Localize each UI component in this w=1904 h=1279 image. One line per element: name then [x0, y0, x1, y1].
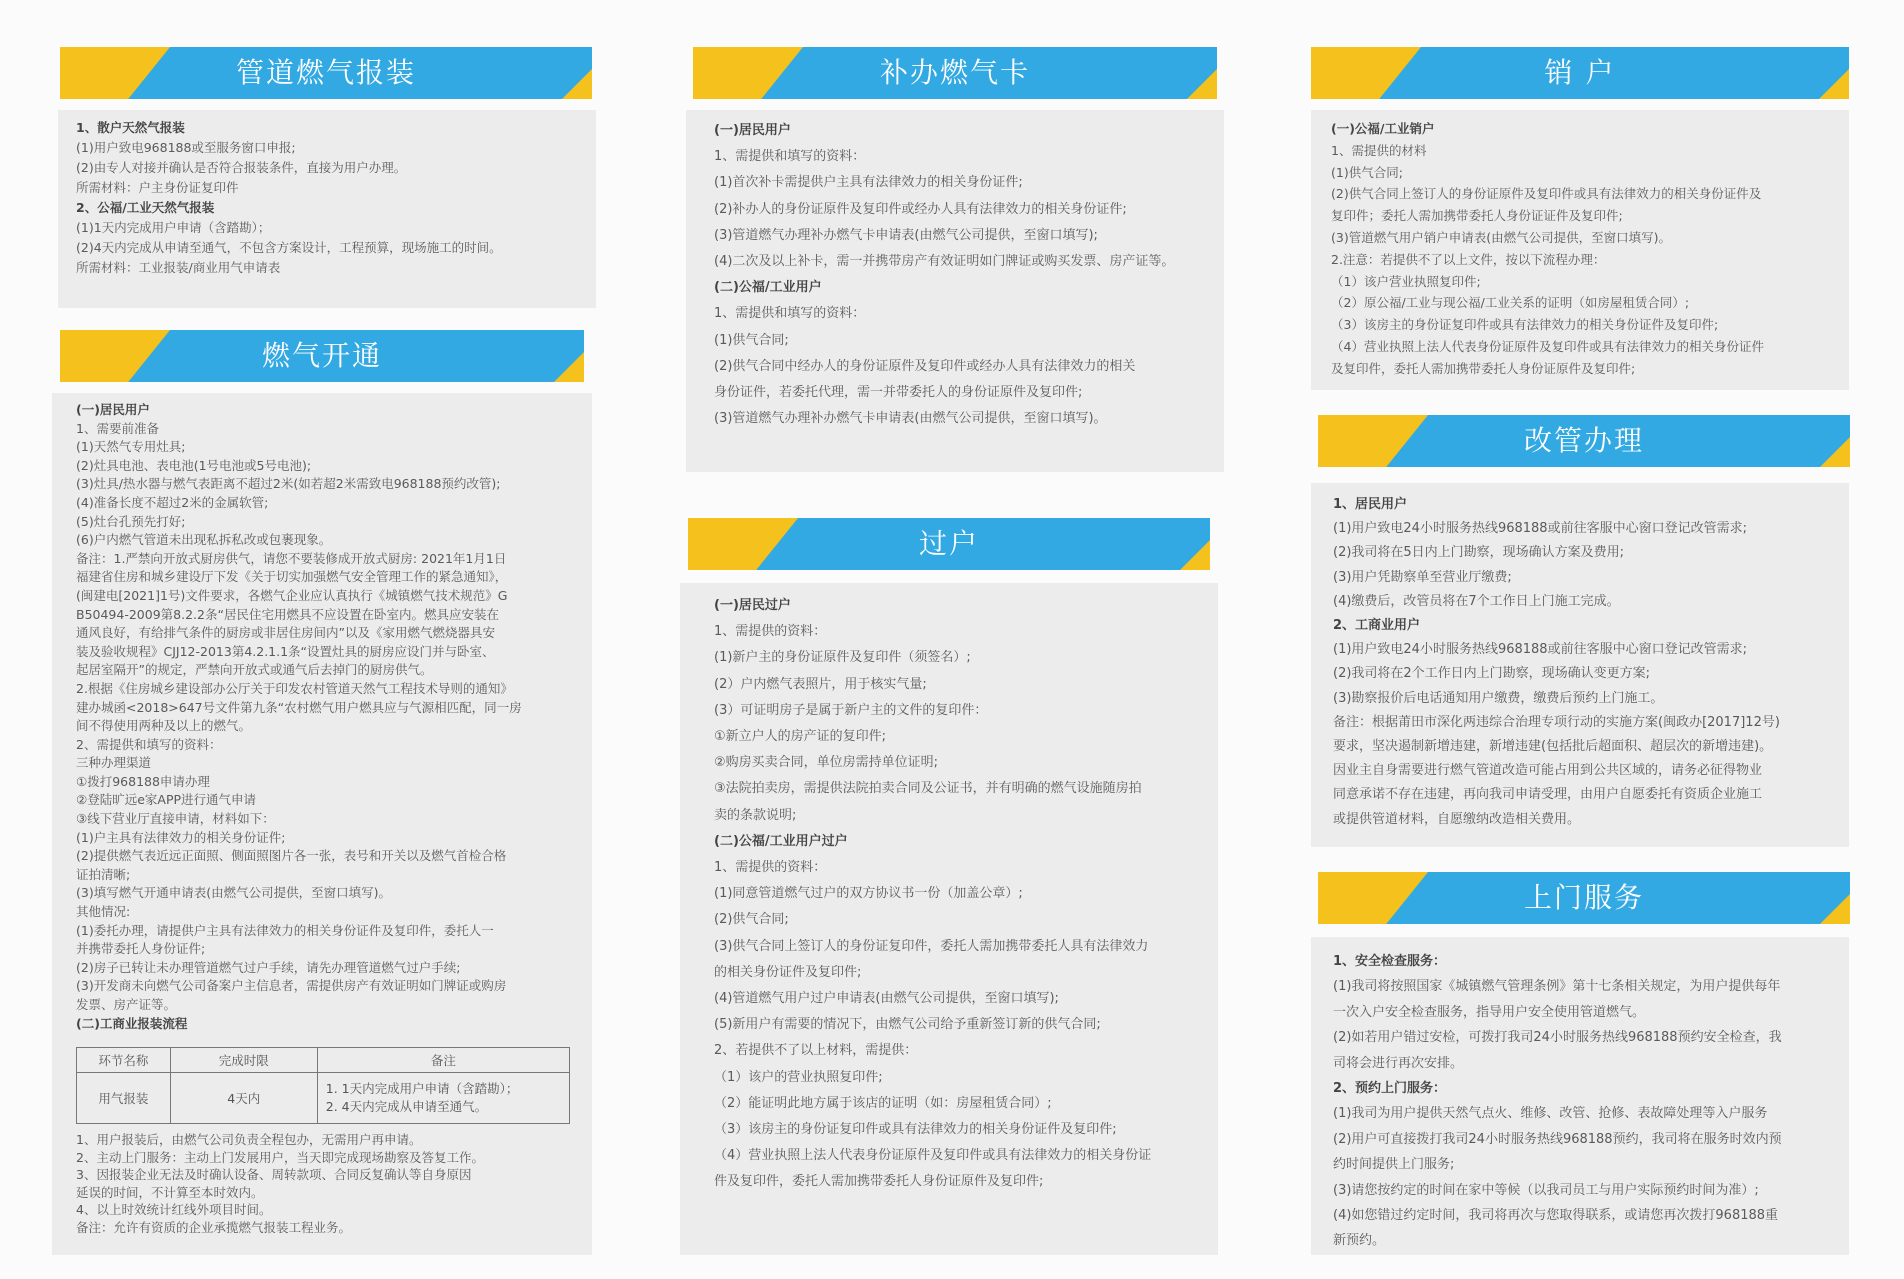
text-line: 2.注意：若提供不了以上文件，按以下流程办理：: [1331, 251, 1606, 267]
text-line: 因业主自身需要进行燃气管道改造可能占用到公共区域的，请务必征得物业: [1333, 763, 1763, 779]
table-cell-time: 4天内: [170, 1073, 317, 1124]
text-line: 或提供管道材料，自愿缴纳改造相关费用。: [1333, 811, 1581, 827]
text-line: 1、需提供的资料：: [714, 860, 827, 876]
text-line: (1)委托办理，请提供户主具有法律效力的相关身份证件及复印件，委托人一: [76, 922, 494, 938]
text-line: 三种办理渠道: [76, 755, 152, 771]
text-line: 1、需提供的材料: [1331, 142, 1427, 158]
text-line: 身份证件，若委托代理，需一并带委托人的身份证原件及复印件;: [714, 385, 1083, 401]
text-line: 1、安全检查服务：: [1333, 954, 1447, 969]
banner-buban: [693, 47, 1217, 99]
process-notes: [76, 1131, 484, 1237]
table-cell-name: 用气报装: [77, 1073, 171, 1124]
text-line: 1、需要前准备: [76, 420, 159, 436]
text-line: (2)供气合同;: [714, 912, 789, 928]
text-line: (3)请您按约定的时间在家中等候（以我司员工与用户实际预约时间为准）;: [1333, 1182, 1759, 1198]
text-line: (4)如您错过约定时间，我司将再次与您取得联系，或请您再次拨打968188重: [1333, 1208, 1779, 1224]
text-line: ②购房买卖合同，单位房需持单位证明;: [714, 755, 939, 771]
text-line: B50494-2009第8.2.2条“居民住宅用燃具不应设置在卧室内。燃具应安装在: [76, 606, 499, 622]
text-line: (1)1天内完成用户申请（含踏勘）；: [76, 220, 271, 235]
text-line: (1)我司为用户提供天然气点火、维修、改管、抢修、表故障处理等入户服务: [1333, 1106, 1768, 1122]
text-line: 2、主动上门服务：主动上门发展用户，当天即完成现场勘察及答复工作。: [76, 1149, 484, 1165]
banner-shangmen: [1318, 872, 1850, 924]
text-line: (3)管道燃气办理补办燃气卡申请表(由燃气公司提供，至窗口填写)。: [714, 411, 1107, 427]
text-line: （4）营业执照上法人代表身份证原件及复印件或具有法律效力的相关身份证件: [1331, 338, 1764, 354]
text-line: (2)房子已转让未办理管道燃气过户手续，请先办理管道燃气过户手续;: [76, 959, 461, 975]
text-line: (1)用户致电968188或至服务窗口申报;: [76, 140, 296, 155]
text-line: (二)公福/工业用户: [714, 280, 822, 296]
text-line: (3)供气合同上签订人的身份证复印件，委托人需加携带委托人具有法律效力: [714, 938, 1149, 954]
card-kaitong: [52, 393, 592, 1255]
text-line: (二)公福/工业用户过户: [714, 833, 848, 849]
text-line: （3）该房主的身份证复印件或具有法律效力的相关身份证件及复印件;: [1331, 317, 1719, 333]
text-line: 1、居民用户: [1333, 497, 1408, 512]
text-line: 新预约。: [1333, 1233, 1386, 1249]
banner-baozhuang: [60, 47, 592, 99]
table-header-cell: 备注: [317, 1048, 569, 1073]
text-line: (1)首次补卡需提供户主具有法律效力的相关身份证件;: [714, 175, 1023, 191]
text-line: 及复印件，委托人需加携带委托人身份证原件及复印件;: [1331, 360, 1636, 376]
text-line: (2)灶具电池、表电池(1号电池或5号电池);: [76, 457, 312, 473]
text-line: (4)二次及以上补卡，需一并携带房产有效证明如门牌证或购买发票、房产证等。: [714, 254, 1175, 270]
text-line: (3)开发商未向燃气公司备案户主信息者，需提供房产有效证明如门牌证或购房: [76, 978, 507, 994]
text-line: (2)用户可直接拨打我司24小时服务热线968188预约，我司将在服务时效内预: [1333, 1131, 1782, 1147]
banner-guohu: [688, 518, 1210, 570]
text-line: (1)我司将按照国家《城镇燃气管理条例》第十七条相关规定，为用户提供每年: [1333, 979, 1781, 995]
text-line: (1)户主具有法律效力的相关身份证件;: [76, 829, 286, 845]
text-line: 件及复印件，委托人需加携带委托人身份证原件及复印件;: [714, 1174, 1044, 1190]
table-header-row: [77, 1048, 570, 1073]
section-title: 补办燃气卡: [879, 56, 1030, 89]
section-title: 管道燃气报装: [235, 56, 416, 89]
text-line: （4）营业执照上法人代表身份证原件及复印件或具有法律效力的相关身份证: [714, 1148, 1152, 1164]
text-line: (一)公福/工业销户: [1331, 121, 1435, 136]
section-title: 上门服务: [1523, 881, 1644, 914]
text-line: 证拍清晰;: [76, 866, 131, 882]
text-line: 复印件；委托人需加携带委托人身份证证件及复印件;: [1331, 208, 1623, 224]
process-table: [76, 1047, 570, 1124]
text-line: 备注：允许有资质的企业承揽燃气报装工程业务。: [76, 1219, 352, 1235]
text-line: 备注：根据莆田市深化两违综合治理专项行动的实施方案(闽政办[2017]12号): [1333, 714, 1780, 730]
text-line: 2、需提供和填写的资料：: [76, 736, 222, 752]
section-title: 过户: [918, 527, 979, 560]
text-line: 1、需提供的资料：: [714, 624, 827, 640]
text-line: （2）原公福/工业与现公福/工业关系的证明（如房屋租赁合同）;: [1331, 295, 1690, 311]
card-shangmen: [1311, 937, 1849, 1255]
text-line: （3）该房主的身份证复印件或具有法律效力的相关身份证件及复印件;: [714, 1122, 1117, 1138]
card-xiaohu: [1311, 110, 1849, 390]
text-line: 的相关身份证件及复印件;: [714, 964, 862, 980]
text-line: (一)居民过户: [714, 598, 791, 613]
text-line: 所需材料：户主身份证复印件: [76, 180, 239, 195]
text-line: （1）该户营业执照复印件;: [1331, 273, 1481, 289]
text-line: 1、需提供和填写的资料：: [714, 306, 866, 322]
text-line: 发票、房产证等。: [76, 997, 177, 1012]
table-header-cell: 环节名称: [77, 1048, 171, 1073]
text-line: (2)4天内完成从申请至通气，不包含方案设计，工程预算，现场施工的时间。: [76, 240, 502, 255]
text-line: (一)居民用户: [714, 123, 791, 138]
text-line: (3)灶具/热水器与燃气表距离不超过2米(如若超2米需致电968188预约改管);: [76, 476, 501, 492]
text-line: 3、因报装企业无法及时确认设备、周转款项、合同反复确认等自身原因: [76, 1167, 472, 1183]
text-line: 其他情况:: [76, 904, 131, 920]
text-line: 2、工商业用户: [1333, 618, 1421, 634]
text-line: (2)如若用户错过安检，可拨打我司24小时服务热线968188预约安全检查，我: [1333, 1030, 1782, 1046]
card-guohu: [680, 583, 1218, 1255]
text-line: (1)用户致电24小时服务热线968188或前往客服中心窗口登记改管需求;: [1333, 521, 1747, 537]
text-line: (1)用户致电24小时服务热线968188或前往客服中心窗口登记改管需求;: [1333, 642, 1747, 658]
table-cell-note: [317, 1073, 569, 1124]
text-line: 间不得使用两种及以上的燃气。: [76, 718, 252, 734]
text-line: (4)管道燃气用户过户申请表(由燃气公司提供，至窗口填写);: [714, 991, 1059, 1007]
text-line: (2)我司将在5日内上门勘察，现场确认方案及费用;: [1333, 545, 1625, 561]
text-line: (3)用户凭勘察单至营业厅缴费;: [1333, 569, 1512, 585]
text-line: ①新立户人的房产证的复印件;: [714, 729, 887, 745]
text-line: (2)补办人的身份证原件及复印件或经办人具有法律效力的相关身份证件;: [714, 201, 1127, 217]
text-line: 卖的条款说明;: [714, 807, 797, 823]
text-line: 2、公福/工业天然气报装: [76, 200, 215, 215]
text-line: 起居室隔开”的规定，严禁向开放式或通气后去掉门的厨房供气。: [76, 662, 433, 678]
note-line: 1. 1天内完成用户申请（含踏勘）；: [325, 1081, 519, 1096]
card-baozhuang: [58, 110, 596, 308]
text-line: (4)缴费后，改管员将在7个工作日上门施工完成。: [1333, 593, 1620, 609]
text-line: 2、若提供不了以上材料，需提供：: [714, 1043, 918, 1059]
text-line: 延误的时间，不计算至本时效内。: [76, 1184, 264, 1200]
text-line: (1)同意管道燃气过户的双方协议书一份（加盖公章）;: [714, 886, 1023, 902]
text-line: 1、用户报装后，由燃气公司负责全程包办，无需用户再申请。: [76, 1132, 422, 1147]
text-line: （2）能证明此地方属于该店的证明（如：房屋租赁合同）;: [714, 1095, 1052, 1111]
text-line: 司将会进行再次安排。: [1333, 1055, 1464, 1071]
text-line: (1)天然气专用灶具;: [76, 439, 186, 455]
text-line: 福建省住房和城乡建设厅下发《关于切实加强燃气安全管理工作的紧急通知》，: [76, 569, 508, 585]
text-line: 要求，坚决遏制新增违建，新增违建(包括批后超面积、超层次的新增违建)。: [1333, 739, 1773, 755]
banner-gaiguan: [1318, 415, 1850, 467]
text-line: (2）户内燃气表照片，用于核实气量;: [714, 676, 927, 692]
text-line: ②登陆旷远e家APP进行通气申请: [76, 792, 257, 808]
table-row: [77, 1073, 570, 1124]
text-line: 2、预约上门服务：: [1333, 1081, 1447, 1097]
text-line: 2.根据《住房城乡建设部办公厅关于印发农村管道天然气工程技术导则的通知》: [76, 680, 513, 696]
text-line: (3）可证明房子是属于新户主的文件的复印件：: [714, 702, 988, 718]
text-line: (2)供气合同上签订人的身份证原件及复印件或具有法律效力的相关身份证件及: [1331, 186, 1762, 202]
text-line: 约时间提供上门服务;: [1333, 1157, 1455, 1173]
text-line: (6)户内燃气管道未出现私拆私改或包裹现象。: [76, 532, 332, 548]
text-line: (3)管道燃气用户销户申请表(由燃气公司提供，至窗口填写)。: [1331, 229, 1671, 245]
banner-kaitong: [60, 330, 584, 382]
note-line: 2. 4天内完成从申请至通气。: [325, 1099, 488, 1114]
text-line: (1)供气合同;: [1331, 164, 1403, 180]
text-line: (1)新户主的身份证原件及复印件（须签名）;: [714, 650, 971, 666]
text-line: (3)管道燃气办理补办燃气卡申请表(由燃气公司提供，至窗口填写);: [714, 227, 1098, 243]
text-line: 通风良好，有给排气条件的厨房或非居住房间内”以及《家用燃气燃烧器具安: [76, 625, 495, 641]
text-line: (一)居民用户: [76, 402, 150, 417]
text-line: 同意承诺不存在违建，再向我司申请受理，由用户自愿委托有资质企业施工: [1333, 787, 1763, 803]
text-line: (5)新用户有需要的情况下，由燃气公司给予重新签订新的供气合同;: [714, 1017, 1101, 1033]
card-buban: [686, 110, 1224, 472]
text-line: 备注：1.严禁向开放式厨房供气，请您不要装修成开放式厨房: 2021年1月1日: [76, 550, 507, 566]
text-line: (2)供气合同中经办人的身份证原件及复印件或经办人具有法律效力的相关: [714, 358, 1136, 374]
table-header-cell: 完成时限: [170, 1048, 317, 1073]
text-line: 4、以上时效统计红线外项目时间。: [76, 1202, 272, 1218]
text-line: ①拨打968188申请办理: [76, 773, 210, 789]
text-line: (1)供气合同;: [714, 332, 789, 348]
text-line: 1、需提供和填写的资料：: [714, 149, 866, 165]
text-line: 一次入户安全检查服务，指导用户安全使用管道燃气。: [1333, 1004, 1646, 1020]
text-line: (4)准备长度不超过2米的金属软管;: [76, 494, 269, 510]
text-line: （1）该户的营业执照复印件;: [714, 1069, 883, 1085]
text-line: (3)填写燃气开通申请表(由燃气公司提供，至窗口填写)。: [76, 885, 391, 901]
text-line: 1、散户天然气报装: [76, 120, 185, 135]
card-gaiguan: [1311, 483, 1849, 847]
text-line: ③线下营业厅直接申请，材料如下：: [76, 811, 275, 827]
text-line: (3)勘察报价后电话通知用户缴费，缴费后预约上门施工。: [1333, 690, 1664, 706]
text-line: (二)工商业报装流程: [76, 1015, 188, 1031]
text-line: (5)灶台孔预先打好;: [76, 513, 186, 529]
section-title: 销 户: [1544, 56, 1616, 89]
text-line: (2)我司将在2个工作日内上门勘察，现场确认变更方案;: [1333, 666, 1651, 682]
banner-xiaohu: [1311, 47, 1849, 99]
text-line: (2)提供燃气表近远正面照、侧面照图片各一张，表号和开关以及燃气首检合格: [76, 848, 507, 864]
text-line: 所需材料：工业报装/商业用气申请表: [76, 260, 281, 275]
text-line: 建办城函<2018>647号文件第九条“农村燃气用户燃具应与气源相匹配，同一房: [76, 699, 522, 715]
text-line: (2)由专人对接并确认是否符合报装条件，直接为用户办理。: [76, 160, 407, 175]
text-line: ③法院拍卖房，需提供法院拍卖合同及公证书，并有明确的燃气设施随房拍: [714, 781, 1142, 797]
section-title: 改管办理: [1523, 424, 1644, 457]
text-line: (闽建电[2021]1号)文件要求，各燃气企业应认真执行《城镇燃气技术规范》G: [76, 587, 508, 603]
text-line: 装及验收规程》CJJ12-2013第4.2.1.1条“设置灶具的厨房应设门并与卧室、: [76, 643, 495, 659]
text-line: 并携带委托人身份证件;: [76, 941, 206, 957]
section-title: 燃气开通: [261, 339, 382, 372]
